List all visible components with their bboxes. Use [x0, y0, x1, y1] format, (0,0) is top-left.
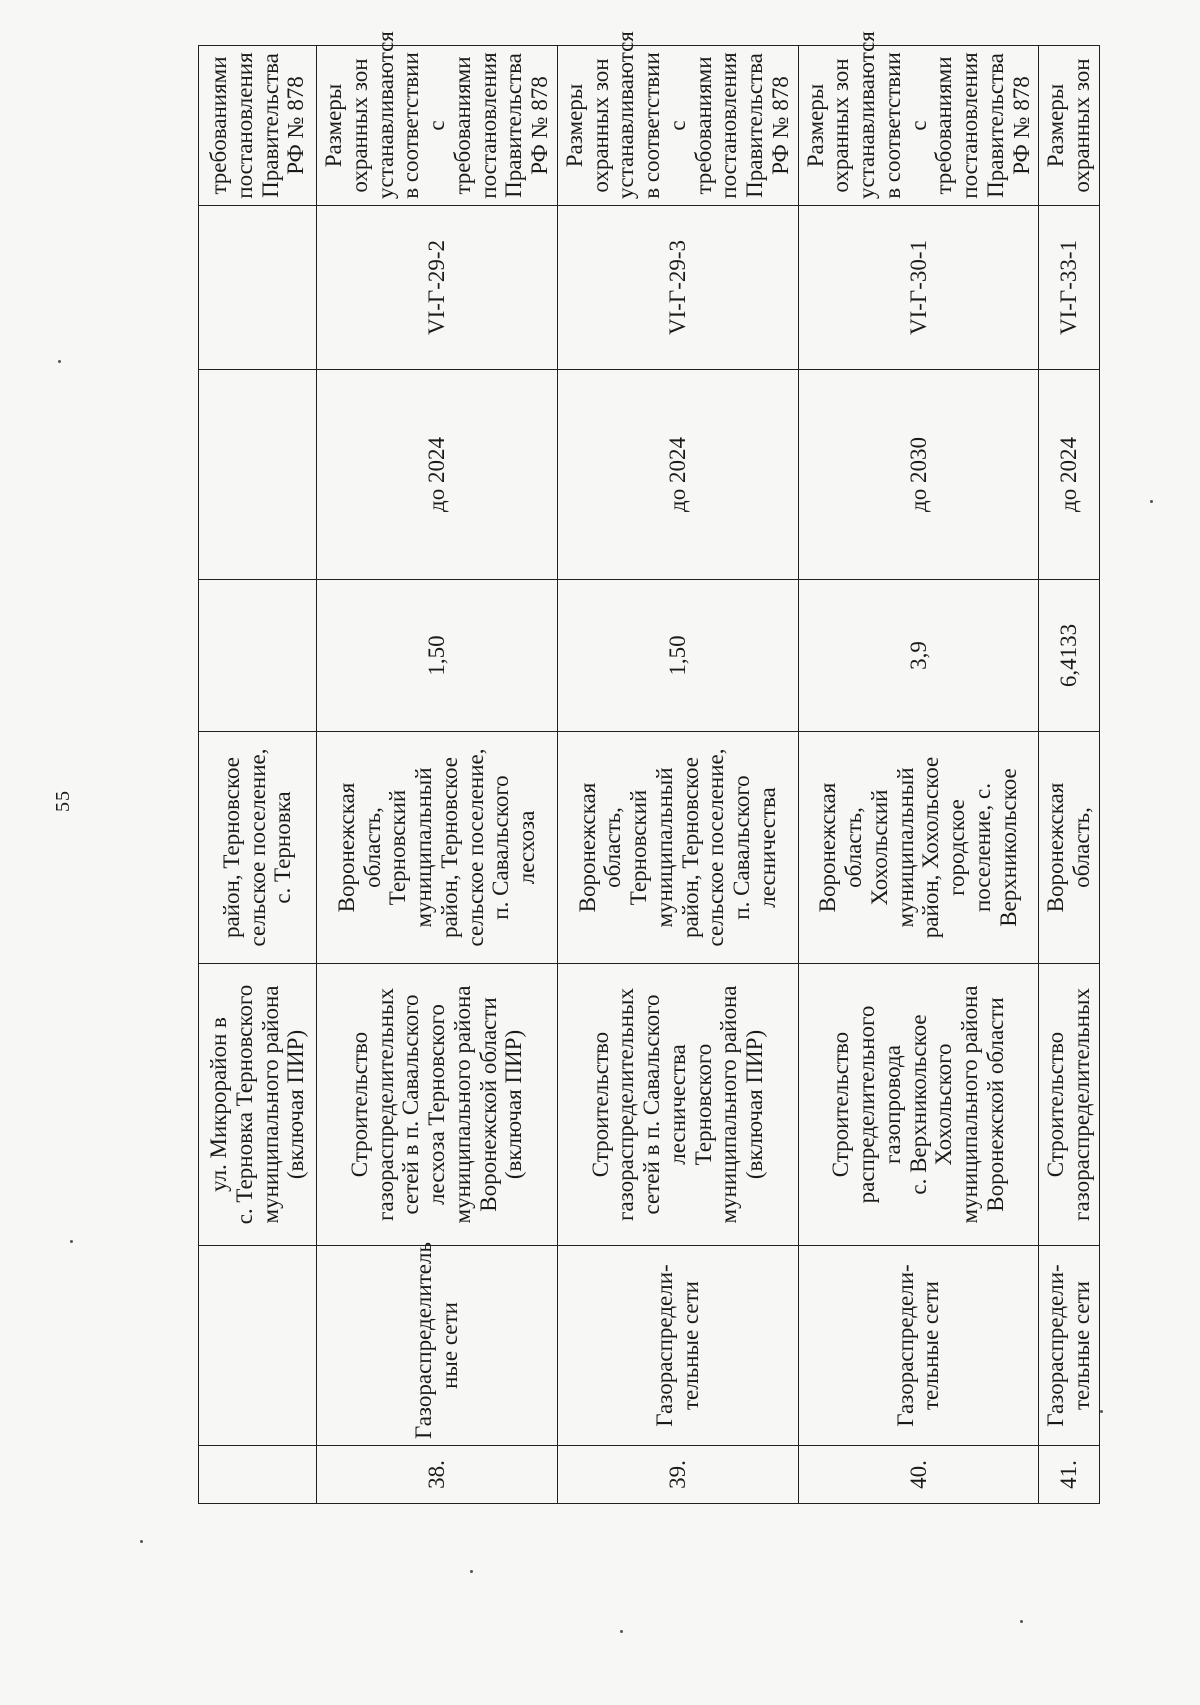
facility-type: Газораспредели- тельные сети	[798, 1246, 1039, 1446]
facility-area: 6,4133	[1039, 580, 1100, 732]
facility-location: район, Терновское сельское поселение, с. Терновка	[199, 732, 317, 964]
scan-speck	[1150, 500, 1153, 503]
facility-name: Строительство газораспределительных сетей в п. Савальского лесхоза Терновского муниципального района Воронежской области (включая ПИР)	[317, 964, 558, 1246]
row-number: 39.	[557, 1446, 798, 1504]
facility-note: Размеры охранных зон устанавливаются в соответствии с требованиями постановления Правительства РФ № 878	[798, 46, 1039, 206]
scan-speck	[1100, 1410, 1103, 1413]
facility-type: Газораспредели- тельные сети	[1039, 1246, 1100, 1446]
planning-table	[198, 31, 1094, 1504]
row-number: 38.	[317, 1446, 558, 1504]
facility-location: Воронежская область, Хохольский муниципальный район, Хохольское городское поселение, с. Верхникольское	[798, 732, 1039, 964]
page-number: 55	[52, 790, 74, 812]
scan-speck	[70, 1240, 73, 1243]
facility-location: Воронежская область, Терновский муниципальный район, Терновское сельское поселение, п. Савальского лесничества	[557, 732, 798, 964]
row-number: 40.	[798, 1446, 1039, 1504]
facilities-table	[198, 31, 1100, 1504]
facility-name: Строительство газораспределительных сетей в п. Савальского лесничества Терновского муниципального района (включая ПИР)	[557, 964, 798, 1246]
facility-code	[199, 206, 317, 370]
facility-term: до 2030	[798, 370, 1039, 580]
facility-term: до 2024	[557, 370, 798, 580]
facility-type: Газораспределитель ные сети	[317, 1246, 558, 1446]
facility-term: до 2024	[1039, 370, 1100, 580]
table-row	[317, 46, 558, 1504]
facility-note: Размеры охранных зон устанавливаются в соответствии с требованиями постановления Правительства РФ № 878	[557, 46, 798, 206]
facility-type: Газораспредели- тельные сети	[557, 1246, 798, 1446]
facility-area	[199, 580, 317, 732]
facility-note: Размеры охранных зон устанавливаются в соответствии с требованиями постановления Правительства РФ № 878	[317, 46, 558, 206]
facility-location: Воронежская область, Терновский муниципальный район, Терновское сельское поселение, п. Савальского лесхоза	[317, 732, 558, 964]
table-row	[199, 46, 317, 1504]
facility-term	[199, 370, 317, 580]
table-row	[798, 46, 1039, 1504]
facility-name: Строительство газораспределительных	[1039, 964, 1100, 1246]
table-row	[1039, 46, 1100, 1504]
facility-code: VI-Г-33-1	[1039, 206, 1100, 370]
facility-note: требованиями постановления Правительства РФ № 878	[199, 46, 317, 206]
facility-location: Воронежская область,	[1039, 732, 1100, 964]
scan-speck	[140, 1540, 143, 1543]
facility-code: VI-Г-29-3	[557, 206, 798, 370]
scan-speck	[58, 360, 61, 363]
facility-name: Строительство распределительного газопровода с. Верхникольское Хохольского муниципального района Воронежской области	[798, 964, 1039, 1246]
facility-note: Размеры охранных зон	[1039, 46, 1100, 206]
facility-area: 3,9	[798, 580, 1039, 732]
scan-speck	[1020, 1620, 1023, 1623]
scan-speck	[620, 1630, 623, 1633]
facility-term: до 2024	[317, 370, 558, 580]
table-row	[557, 46, 798, 1504]
facility-type	[199, 1246, 317, 1446]
row-number: 41.	[1039, 1446, 1100, 1504]
row-number	[199, 1446, 317, 1504]
facility-name: ул. Микрорайон в с. Терновка Терновского муниципального района (включая ПИР)	[199, 964, 317, 1246]
facility-code: VI-Г-29-2	[317, 206, 558, 370]
facility-area: 1,50	[557, 580, 798, 732]
facility-area: 1,50	[317, 580, 558, 732]
scan-speck	[470, 1570, 473, 1573]
facility-code: VI-Г-30-1	[798, 206, 1039, 370]
